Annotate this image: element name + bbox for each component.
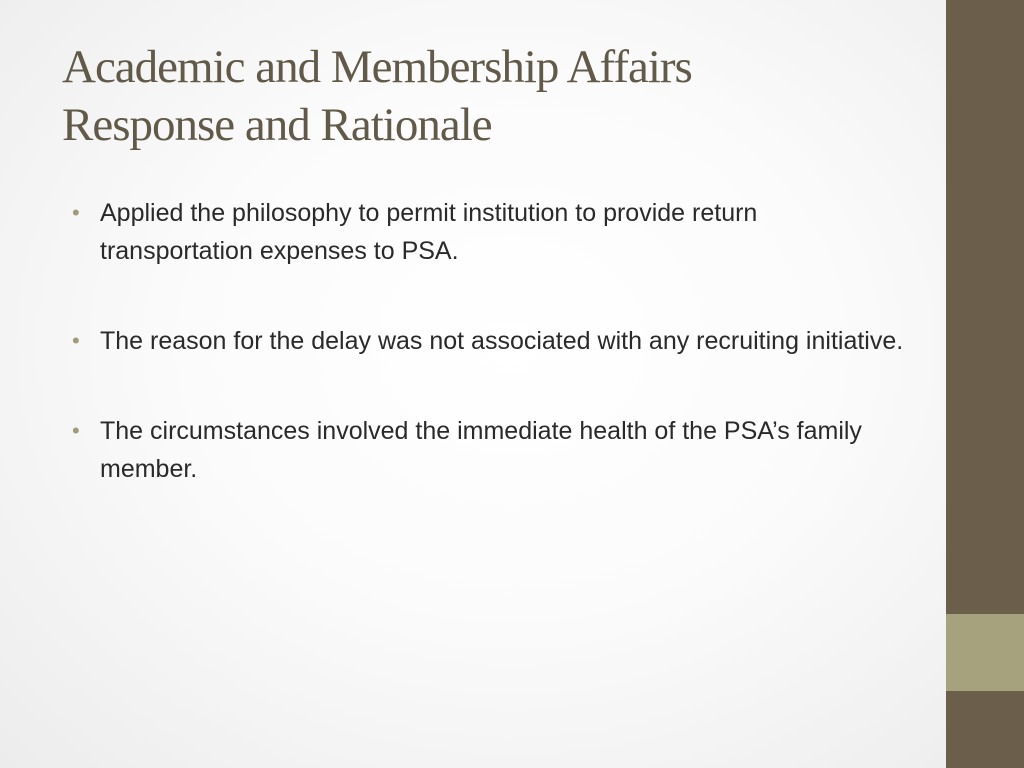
bullet-text: The reason for the delay was not associated with any recruiting initiative. xyxy=(100,327,904,355)
decorative-sidebar-accent xyxy=(946,614,1024,691)
bullet-item xyxy=(70,322,910,360)
slide-title-line-2: Response and Rationale xyxy=(62,99,492,151)
slide-title xyxy=(62,38,922,154)
bullet-item xyxy=(70,194,910,270)
bullet-item xyxy=(70,412,910,488)
bullet-icon: • xyxy=(72,328,80,353)
bullet-icon: • xyxy=(72,200,80,225)
bullet-text: The circumstances involved the immediate health of the PSA’s family member. xyxy=(100,417,862,483)
bullet-text: Applied the philosophy to permit institution to provide return transportation expenses to PSA. xyxy=(100,199,758,265)
bullet-icon: • xyxy=(72,418,80,443)
bullet-list xyxy=(70,194,910,540)
slide-title-line-1: Academic and Membership Affairs xyxy=(62,41,692,93)
